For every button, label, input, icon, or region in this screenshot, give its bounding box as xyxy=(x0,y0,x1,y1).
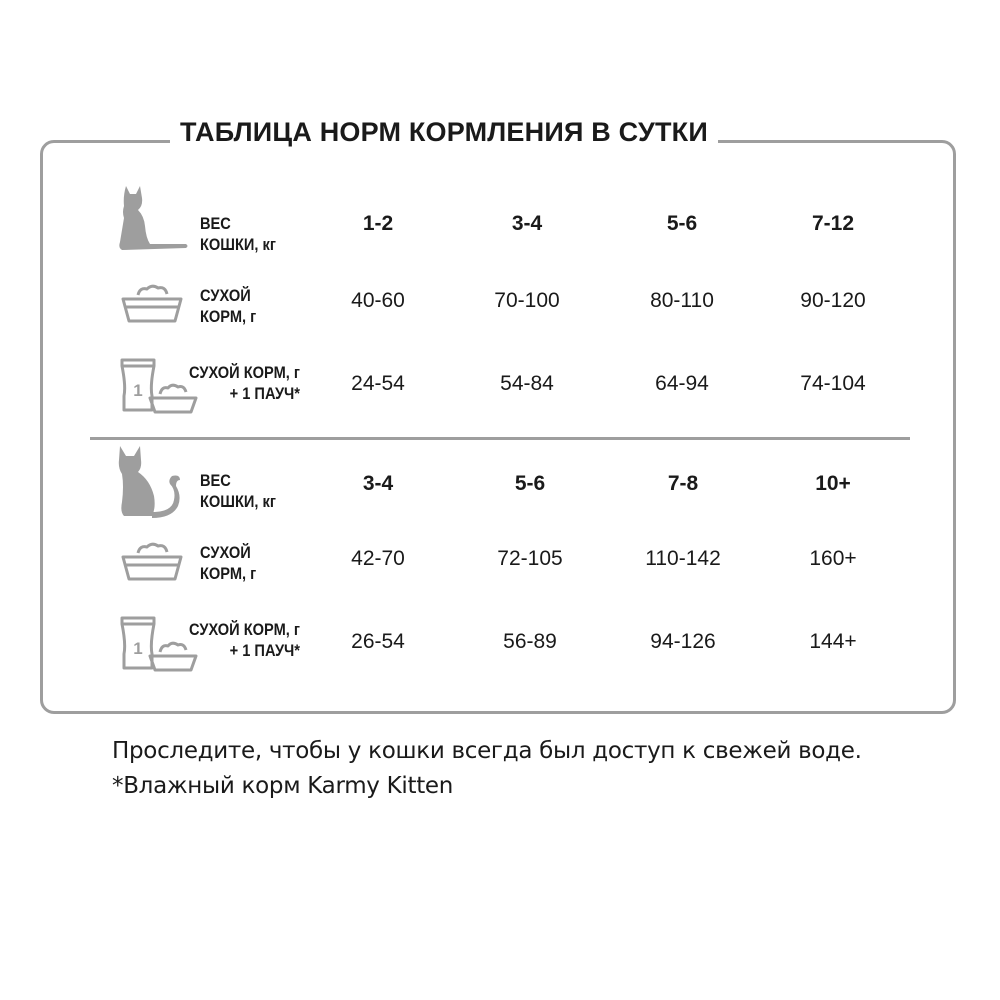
value-cell: 42-70 xyxy=(351,547,405,570)
dry-pouch-label-2: СУХОЙ КОРМ, г + 1 ПАУЧ* xyxy=(188,620,300,660)
weight-label-1: ВЕС КОШКИ, кг xyxy=(200,214,276,254)
value-cell: 94-126 xyxy=(650,630,716,653)
value-cell: 64-94 xyxy=(655,372,709,395)
food-bowl-icon xyxy=(120,283,184,325)
value-cell: 110-142 xyxy=(645,547,721,570)
adult-cat-icon xyxy=(114,446,186,520)
dry-pouch-label-1: СУХОЙ КОРМ, г + 1 ПАУЧ* xyxy=(188,363,300,403)
section-divider xyxy=(90,437,910,440)
value-cell: 90-120 xyxy=(800,289,866,312)
weight-cell: 1-2 xyxy=(362,212,394,235)
value-cell: 72-105 xyxy=(497,547,563,570)
dry-food-label-2: СУХОЙ КОРМ, г xyxy=(200,543,257,583)
weight-cell: 3-4 xyxy=(511,212,543,235)
weight-cell: 7-12 xyxy=(811,212,855,235)
pouch-number: 1 xyxy=(133,381,143,400)
weight-cell: 5-6 xyxy=(666,212,698,235)
value-cell: 24-54 xyxy=(351,372,405,395)
value-cell: 56-89 xyxy=(503,630,557,653)
weight-label-2: ВЕС КОШКИ, кг xyxy=(200,471,276,511)
food-bowl-icon xyxy=(120,541,184,583)
value-cell: 26-54 xyxy=(351,630,405,653)
footnote: *Влажный корм Karmy Kitten xyxy=(112,773,454,799)
value-cell: 70-100 xyxy=(494,289,560,312)
value-cell: 40-60 xyxy=(351,289,405,312)
weight-cell: 10+ xyxy=(815,472,851,495)
value-cell: 74-104 xyxy=(800,372,866,395)
pouch-number: 1 xyxy=(133,639,143,658)
weight-cell: 5-6 xyxy=(514,472,546,495)
value-cell: 160+ xyxy=(809,547,857,570)
value-cell: 54-84 xyxy=(500,372,554,395)
page-title: ТАБЛИЦА НОРМ КОРМЛЕНИЯ В СУТКИ xyxy=(170,112,718,152)
value-cell: 80-110 xyxy=(650,289,714,312)
weight-cell: 3-4 xyxy=(362,472,394,495)
value-cell: 144+ xyxy=(809,630,857,653)
kitten-icon xyxy=(112,186,192,254)
water-note: Проследите, чтобы у кошки всегда был доступ к свежей воде. xyxy=(112,738,862,764)
dry-food-label-1: СУХОЙ КОРМ, г xyxy=(200,286,257,326)
weight-cell: 7-8 xyxy=(667,472,699,495)
